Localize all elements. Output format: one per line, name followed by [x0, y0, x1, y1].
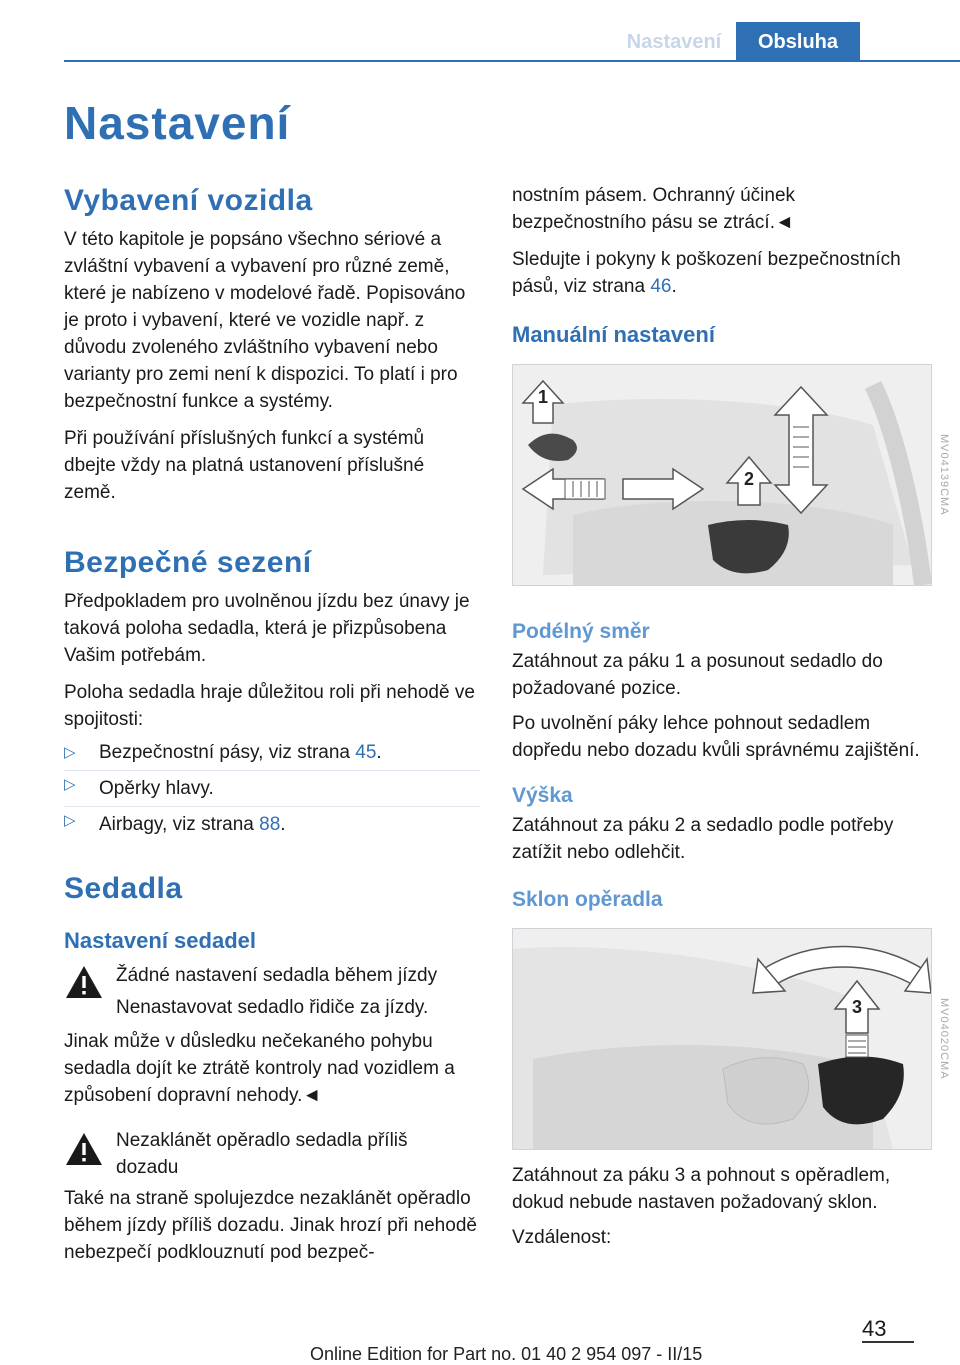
warning-title: Nezaklánět opěradlo sedadla příliš dozadu — [116, 1130, 408, 1178]
paragraph: Také na straně spolujezdce nezaklánět opěradlo během jízdy příliš dozadu. Jinak hrozí při nehodě nebezpečí podklouznutí pod bezpeč- — [64, 1188, 477, 1263]
header-tab-obsluha[interactable]: Obsluha — [736, 22, 860, 62]
page-link[interactable]: 46 — [650, 276, 672, 297]
paragraph: Zatáhnout za páku 2 a sedadlo podle potřeby zatížit nebo odlehčit. — [512, 815, 894, 863]
page-title: Nastavení — [64, 97, 291, 149]
list-item: ▷ Bezpečnostní pásy, viz strana 45. — [64, 739, 480, 766]
paragraph: Zatáhnout za páku 1 a posunout sedadlo do požadované pozice. — [512, 651, 883, 699]
backrest-adjustment-figure — [512, 928, 950, 1150]
triangle-bullet-icon: ▷ — [64, 744, 76, 761]
section-title-sedadla: Sedadla — [64, 872, 183, 905]
subsection-title-podelny-smer: Podélný směr — [512, 620, 650, 643]
backrest-lever-illustration — [513, 929, 931, 1149]
paragraph: Po uvolnění páky lehce pohnout sedadlem dopředu nebo dozadu kvůli správnému zajištění. — [512, 713, 920, 761]
list-item: ▷ Airbagy, viz strana 88. — [64, 806, 480, 838]
right-column — [512, 180, 950, 1251]
bullet-list — [64, 739, 480, 838]
section-title-vybaveni: Vybavení vozidla — [64, 184, 313, 217]
subsection-title-nastaveni-sedadel: Nastavení sedadel — [64, 928, 256, 953]
warning-title: Žádné nastavení sedadla během jízdy — [116, 965, 438, 986]
paragraph: Vzdálenost: — [512, 1227, 612, 1248]
subsection-title-sklon-operadla: Sklon opěradla — [512, 888, 663, 911]
list-item: ▷ Opěrky hlavy. — [64, 770, 480, 802]
warning-block — [64, 960, 480, 1024]
paragraph: Při používání příslušných funkcí a systémů dbejte vždy na platná ustanovení příslušné země. — [64, 428, 425, 503]
header-tab-nastaveni[interactable]: Nastavení — [626, 31, 722, 53]
paragraph: Zatáhnout za páku 3 a pohnout s opěradlem, dokud nebude nastaven požadovaný sklon. — [512, 1165, 891, 1213]
footer-rule — [862, 1341, 914, 1343]
warning-icon — [64, 1131, 104, 1167]
figure-code: MV04020CMA — [938, 998, 950, 1080]
paragraph: Poloha sedadla hraje důležitou roli při nehodě ve spojitosti: — [64, 682, 475, 730]
seat-adjustment-figure — [512, 364, 950, 586]
paragraph: V této kapitole je popsáno všechno sériové a zvláštní vybavení a vybavení pro různé země, které je nabízeno v modelové řadě. Popisováno je proto i vybavení, které ve vozidle např. z důvodu zvoleného zvláštního vybavení nebo varianty pro zemi není k dispozici. To platí i pro bezpečnostní funkce a systémy. — [64, 229, 466, 412]
paragraph: Předpokladem pro uvolněnou jízdu bez únavy je taková poloha sedadla, která je přizpůsobena Vašim potřebám. — [64, 591, 470, 666]
lever-label-3: 3 — [851, 997, 863, 1017]
figure-code: MV04139CMA — [938, 434, 950, 516]
warning-text: Nenastavovat sedadlo řidiče za jízdy. — [116, 997, 429, 1018]
warning-block — [64, 1127, 480, 1181]
page-link[interactable]: 45 — [355, 742, 377, 763]
page-number: 43 — [862, 1316, 887, 1341]
paragraph: nostním pásem. Ochranný účinek bezpečnostního pásu se ztrácí.◄ — [512, 185, 796, 233]
page-link[interactable]: 88 — [259, 814, 281, 835]
triangle-bullet-icon: ▷ — [64, 776, 76, 793]
seat-levers-illustration — [513, 365, 931, 585]
footer-edition-text: Online Edition for Part no. 01 40 2 954 097 - II/15 — [310, 1344, 703, 1364]
triangle-bullet-icon: ▷ — [64, 812, 76, 829]
paragraph: Sledujte i pokyny k poškození bezpečnostních pásů, viz strana 46. — [512, 249, 901, 297]
warning-icon — [64, 964, 104, 1000]
lever-label-2: 2 — [743, 469, 755, 489]
left-column — [64, 180, 480, 1266]
subsection-title-manualni-nastaveni: Manuální nastavení — [512, 322, 715, 347]
lever-label-1: 1 — [537, 387, 549, 407]
section-title-bezpecne-sezeni: Bezpečné sezení — [64, 546, 312, 579]
paragraph: Jinak může v důsledku nečekaného pohybu sedadla dojít ke ztrátě kontroly nad vozidlem a způsobení dopravní nehody.◄ — [64, 1031, 455, 1106]
header-rule — [64, 60, 960, 62]
subsection-title-vyska: Výška — [512, 784, 573, 807]
